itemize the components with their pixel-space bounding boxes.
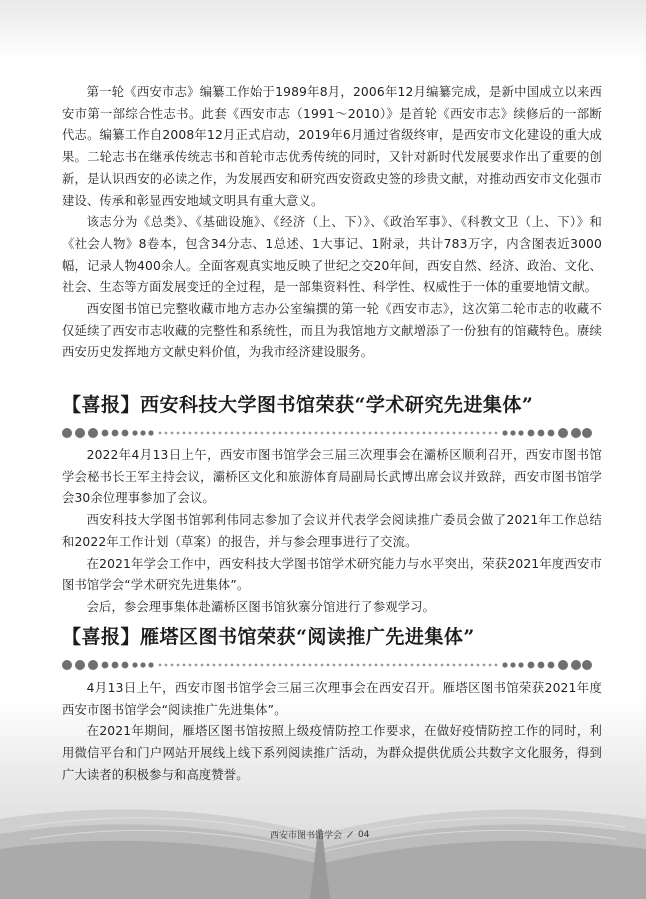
section2-paragraph-2: 在2021年期间，雁塔区图书馆按照上级疫情防控工作要求，在做好疫情防控工作的同时，利用微信平台和门户网站开展线上线下系列阅读推广活动，为群众提供优质公共数字文化服务，得到广大读者的积极参与和高度赞誉。 (62, 724, 602, 782)
intro-article (62, 82, 602, 364)
section1-paragraph-2: 西安科技大学图书馆郭利伟同志参加了会议并代表学会阅读推广委员会做了2021年工作总结和2022年工作计划（草案）的报告，并与参会理事进行了交流。 (62, 513, 602, 549)
section2-dot-divider (62, 658, 592, 672)
footer-separator (347, 831, 353, 838)
section1-article (62, 445, 602, 619)
section2-paragraph-1: 4月13日上午，西安市图书馆学会三届三次理事会在西安召开。雁塔区图书馆荣获2021年度西安市图书馆学会“阅读推广先进集体”。 (62, 681, 602, 717)
section1-heading: 【喜报】西安科技大学图书馆荣获“学术研究先进集体” (62, 394, 534, 416)
section2-article (62, 678, 602, 787)
top-gradient (0, 0, 646, 60)
page-footer (270, 828, 369, 841)
section1-dot-divider (62, 426, 592, 440)
section2-heading: 【喜报】雁塔区图书馆荣获“阅读推广先进集体” (62, 626, 475, 648)
intro-paragraph-1: 第一轮《西安市志》编纂工作始于1989年8月，2006年12月编纂完成，是新中国成立以来西安市第一部综合性志书。此套《西安市志（1991～2010）》是首轮《西安市志》续修后的一部断代志。编纂工作自2008年12月正式启动，2019年6月通过省级终审，是西安市文化建设的重大成果。二轮志书在继承传统志书和首轮市志优秀传统的同时，又针对新时代发展要求作出了重要的创新，是认识西安的必读之作，为发展西安和研究西安资政史签的珍贵文献，对推动西安市文化强市建设、传承和彰显西安地域文明具有重大意义。 (62, 85, 602, 208)
page-number: 04 (358, 829, 370, 840)
intro-paragraph-2: 该志分为《总类》、《基础设施》、《经济（上、下）》、《政治军事》、《科教文卫（上、下）》和《社会人物》8卷本，包含34分志、1总述、1大事记、1附录，共计783万字，内含图表近3000幅，记录人物400余人。全面客观真实地反映了世纪之交20年间，西安自然、经济、政治、文化、社会、生态等方面发展变迁的全过程，是一部集资料性、科学性、权威性于一体的重要地情文献。 (62, 215, 602, 295)
section1-paragraph-1: 2022年4月13日上午，西安市图书馆学会三届三次理事会在灞桥区顺利召开，西安市图书馆学会秘书长王军主持会议，灞桥区文化和旅游体育局副局长武博出席会议并致辞，西安市图书馆学会30余位理事参加了会议。 (62, 448, 602, 506)
footer-publication-name: 西安市图书馆学会 (270, 831, 343, 841)
section1-paragraph-3: 在2021年学会工作中，西安科技大学图书馆学术研究能力与水平突出，荣获2021年度西安市图书馆学会“学术研究先进集体”。 (62, 556, 602, 593)
intro-paragraph-3: 西安图书馆已完整收藏市地方志办公室编撰的第一轮《西安市志》，这次第二轮市志的收藏不仅延续了西安市志收藏的完整性和系统性，而且为我馆地方文献增添了一份独有的馆藏特色。赓续西安历史发挥地方文献史料价值，为我市经济建设服务。 (62, 302, 602, 360)
section1-paragraph-4: 会后，参会理事集体赴灞桥区图书馆狄寨分馆进行了参观学习。 (86, 599, 436, 614)
